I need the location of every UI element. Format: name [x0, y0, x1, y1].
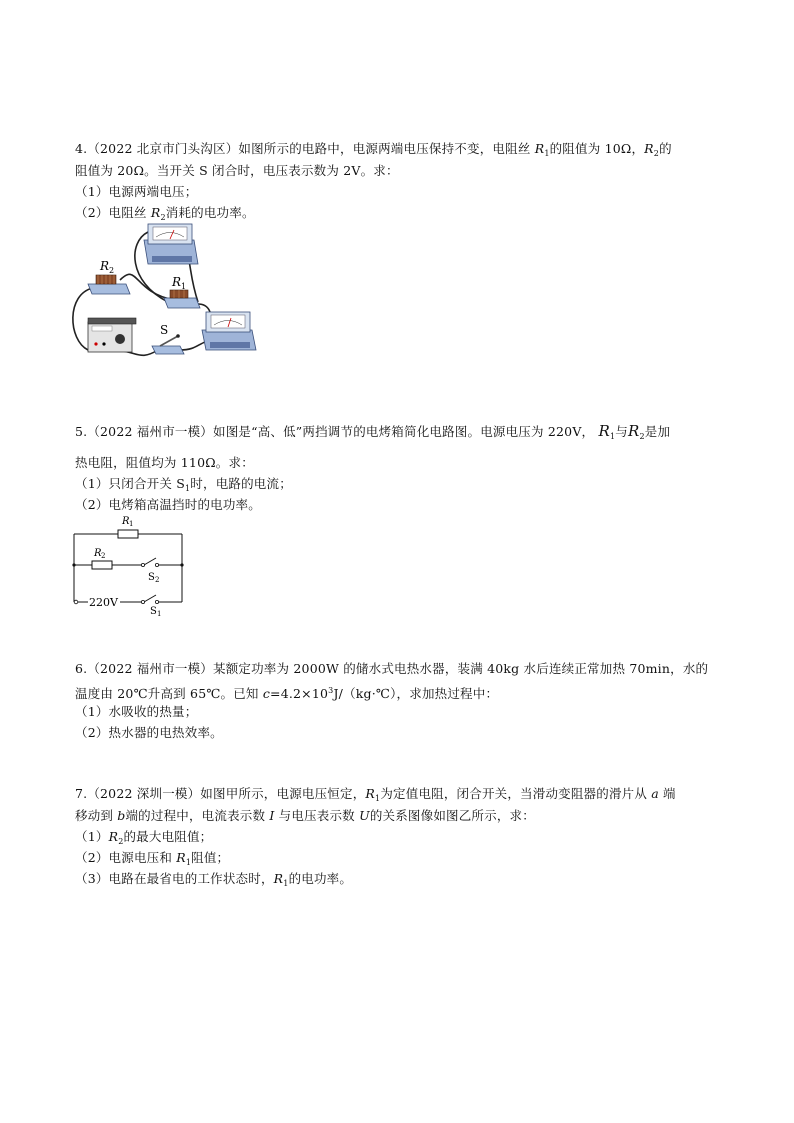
q5-s1-label-sub: 1: [157, 610, 162, 618]
q6-line1: 6.（2022 福州市一模）某额定功率为 2000W 的储水式电热水器，装满 40kg 水后连续正常加热 70min，水的: [75, 661, 709, 676]
q4-item2: （2）电阻丝 $R_2$消耗的电功率。: [75, 205, 255, 222]
q5-r2-label: R: [94, 548, 102, 559]
q5-schematic: [68, 512, 192, 618]
q5-s1-label: S: [150, 606, 157, 617]
q7-item1: $(1)R_2$的最大电阻值；: [75, 829, 213, 846]
resistor-r2-board: [88, 275, 130, 294]
q4-circuit-figure: [68, 222, 280, 362]
r1-label-sub: 1: [181, 282, 187, 291]
q4-line1: 4.（2022 北京市门头沟区）如图所示的电路中，电源两端电压保持不变，电阻丝 $R_1$的阻值为 10Ω，$R_2$的: [75, 141, 672, 158]
q6-line2: 温度由 20℃升高到 65℃。已知 $c=4.2\times 10^3J/(kg\cdot℃)$，求加热过程中：: [75, 686, 499, 701]
power-supply: [88, 318, 136, 352]
q5-r1-label-sub: 1: [129, 520, 134, 528]
r2-label: R: [100, 259, 110, 273]
switch-label: S: [160, 323, 169, 337]
q5-r1-label: R: [122, 516, 130, 527]
q4-line2: 阻值为 20Ω。当开关 S 闭合时，电压表示数为 2V。求：: [75, 163, 399, 178]
q7-item3: （3）电路在最省电的工作状态时，$R_1$的电功率。: [75, 871, 353, 888]
q6-item2: （2）热水器的电热效率。: [75, 725, 223, 740]
q7-item2: （2）电源电压和 $R_1$阻值；: [75, 850, 230, 867]
q5-item2: （2）电烤箱高温挡时的电功率。: [75, 497, 261, 512]
r2-label-sub: 2: [109, 266, 115, 275]
q5-item1: （1）只闭合开关 $S_1$时，电路的电流；: [75, 476, 292, 493]
q7-line2: 移动到 b端的过程中，电流表示数 I 与电压表示数 U的关系图像如图乙所示，求：: [75, 808, 535, 823]
voltmeter-bottom: [202, 312, 256, 350]
r1-label: R: [172, 275, 182, 289]
q5-s2-label: S: [148, 572, 155, 583]
q4-item1: （1）电源两端电压；: [75, 184, 198, 199]
q5-r2-label-sub: 2: [101, 552, 106, 560]
q5-line2: 热电阻，阻值均为 110Ω。求：: [75, 455, 254, 470]
voltmeter-top: [144, 224, 198, 264]
q7-line1: 7.（2022 深圳一模）如图甲所示，电源电压恒定，$R_1$为定值电阻，闭合开关，当滑动变阻器的滑片从 a 端: [75, 786, 676, 803]
q5-s2-label-sub: 2: [155, 576, 160, 584]
q5-voltage-label: 220V: [89, 596, 118, 609]
q6-item1: （1）水吸收的热量；: [75, 704, 198, 719]
q5-line1: 5.（2022 福州市一模）如图是“高、低”两挡调节的电烤箱简化电路图。电源电压为 220V， $R_1$与$R_2$是加: [75, 422, 671, 441]
switch-s: [152, 334, 184, 354]
